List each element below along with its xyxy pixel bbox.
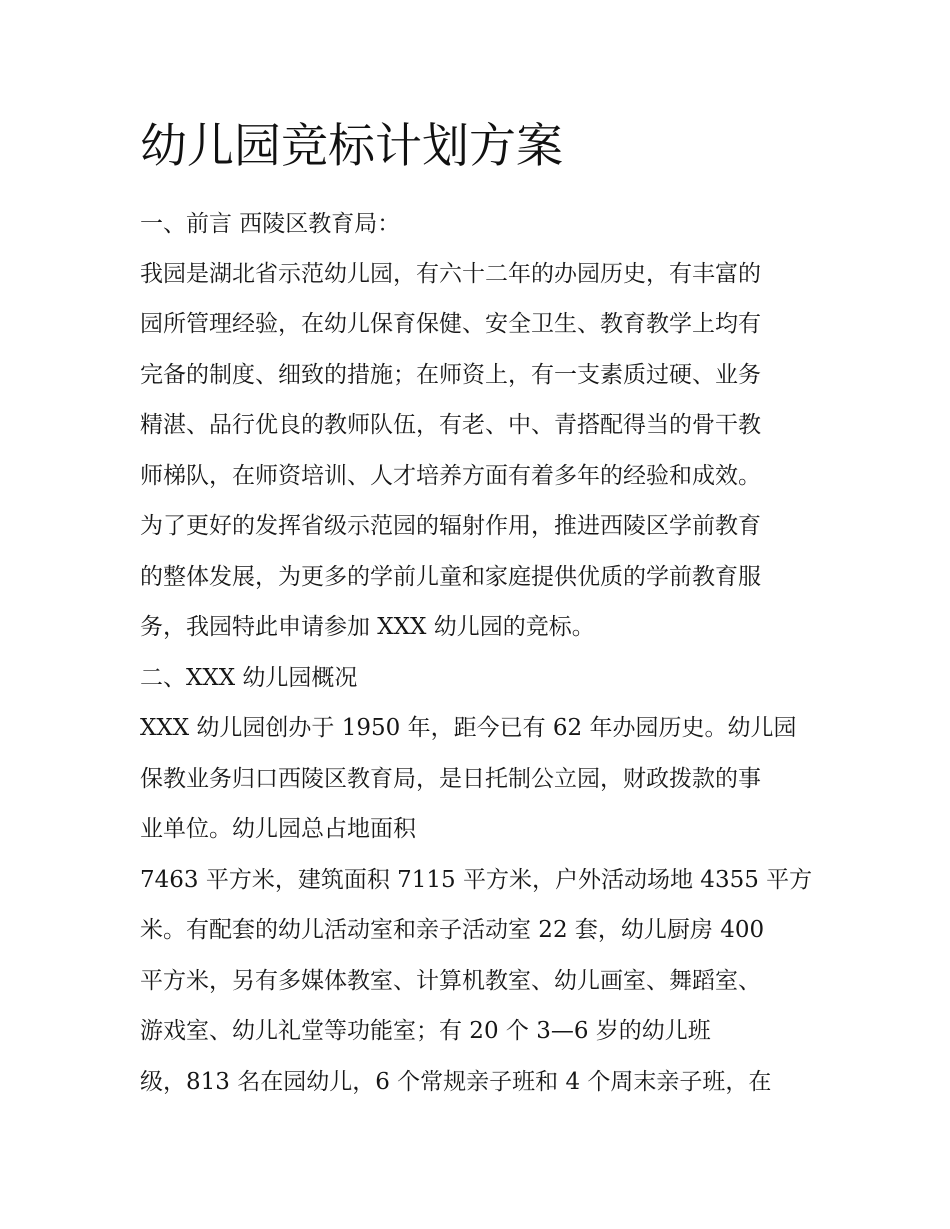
body-text-line: 7463 平方米，建筑面积 7115 平方米，户外活动场地 4355 平方 (140, 867, 813, 893)
body-text-line: 我园是湖北省示范幼儿园，有六十二年的办园历史，有丰富的 (140, 261, 761, 287)
body-text-line: 务，我园特此申请参加 XXX 幼儿园的竞标。 (140, 614, 595, 640)
body-text-line: 园所管理经验，在幼儿保育保健、安全卫生、教育教学上均有 (140, 311, 761, 337)
body-text-line: 精湛、品行优良的教师队伍，有老、中、青搭配得当的骨干教 (140, 412, 761, 438)
body-text-line: 师梯队，在师资培训、人才培养方面有着多年的经验和成效。 (140, 463, 761, 489)
body-text-line: 保教业务归口西陵区教育局，是日托制公立园，财政拨款的事 (140, 766, 761, 792)
body-text-line: 级，813 名在园幼儿，6 个常规亲子班和 4 个周末亲子班，在 (140, 1069, 772, 1095)
body-text-line: 为了更好的发挥省级示范园的辐射作用，推进西陵区学前教育 (140, 513, 761, 539)
body-text-line: 完备的制度、细致的措施；在师资上，有一支素质过硬、业务 (140, 362, 761, 388)
body-text-line: 平方米，另有多媒体教室、计算机教室、幼儿画室、舞蹈室、 (140, 968, 761, 994)
section-heading-overview: 二、XXX 幼儿园概况 (140, 665, 358, 691)
document-title: 幼儿园竞标计划方案 (140, 119, 563, 174)
body-text-line: 游戏室、幼儿礼堂等功能室；有 20 个 3—6 岁的幼儿班 (140, 1018, 711, 1044)
section-heading-preface: 一、前言 西陵区教育局： (140, 211, 401, 237)
body-text-line: 业单位。幼儿园总占地面积 (140, 816, 416, 842)
body-text-line: XXX 幼儿园创办于 1950 年，距今已有 62 年办园历史。幼儿园 (140, 715, 797, 741)
body-text-line: 的整体发展，为更多的学前儿童和家庭提供优质的学前教育服 (140, 564, 761, 590)
body-text-line: 米。有配套的幼儿活动室和亲子活动室 22 套，幼儿厨房 400 (140, 917, 765, 943)
